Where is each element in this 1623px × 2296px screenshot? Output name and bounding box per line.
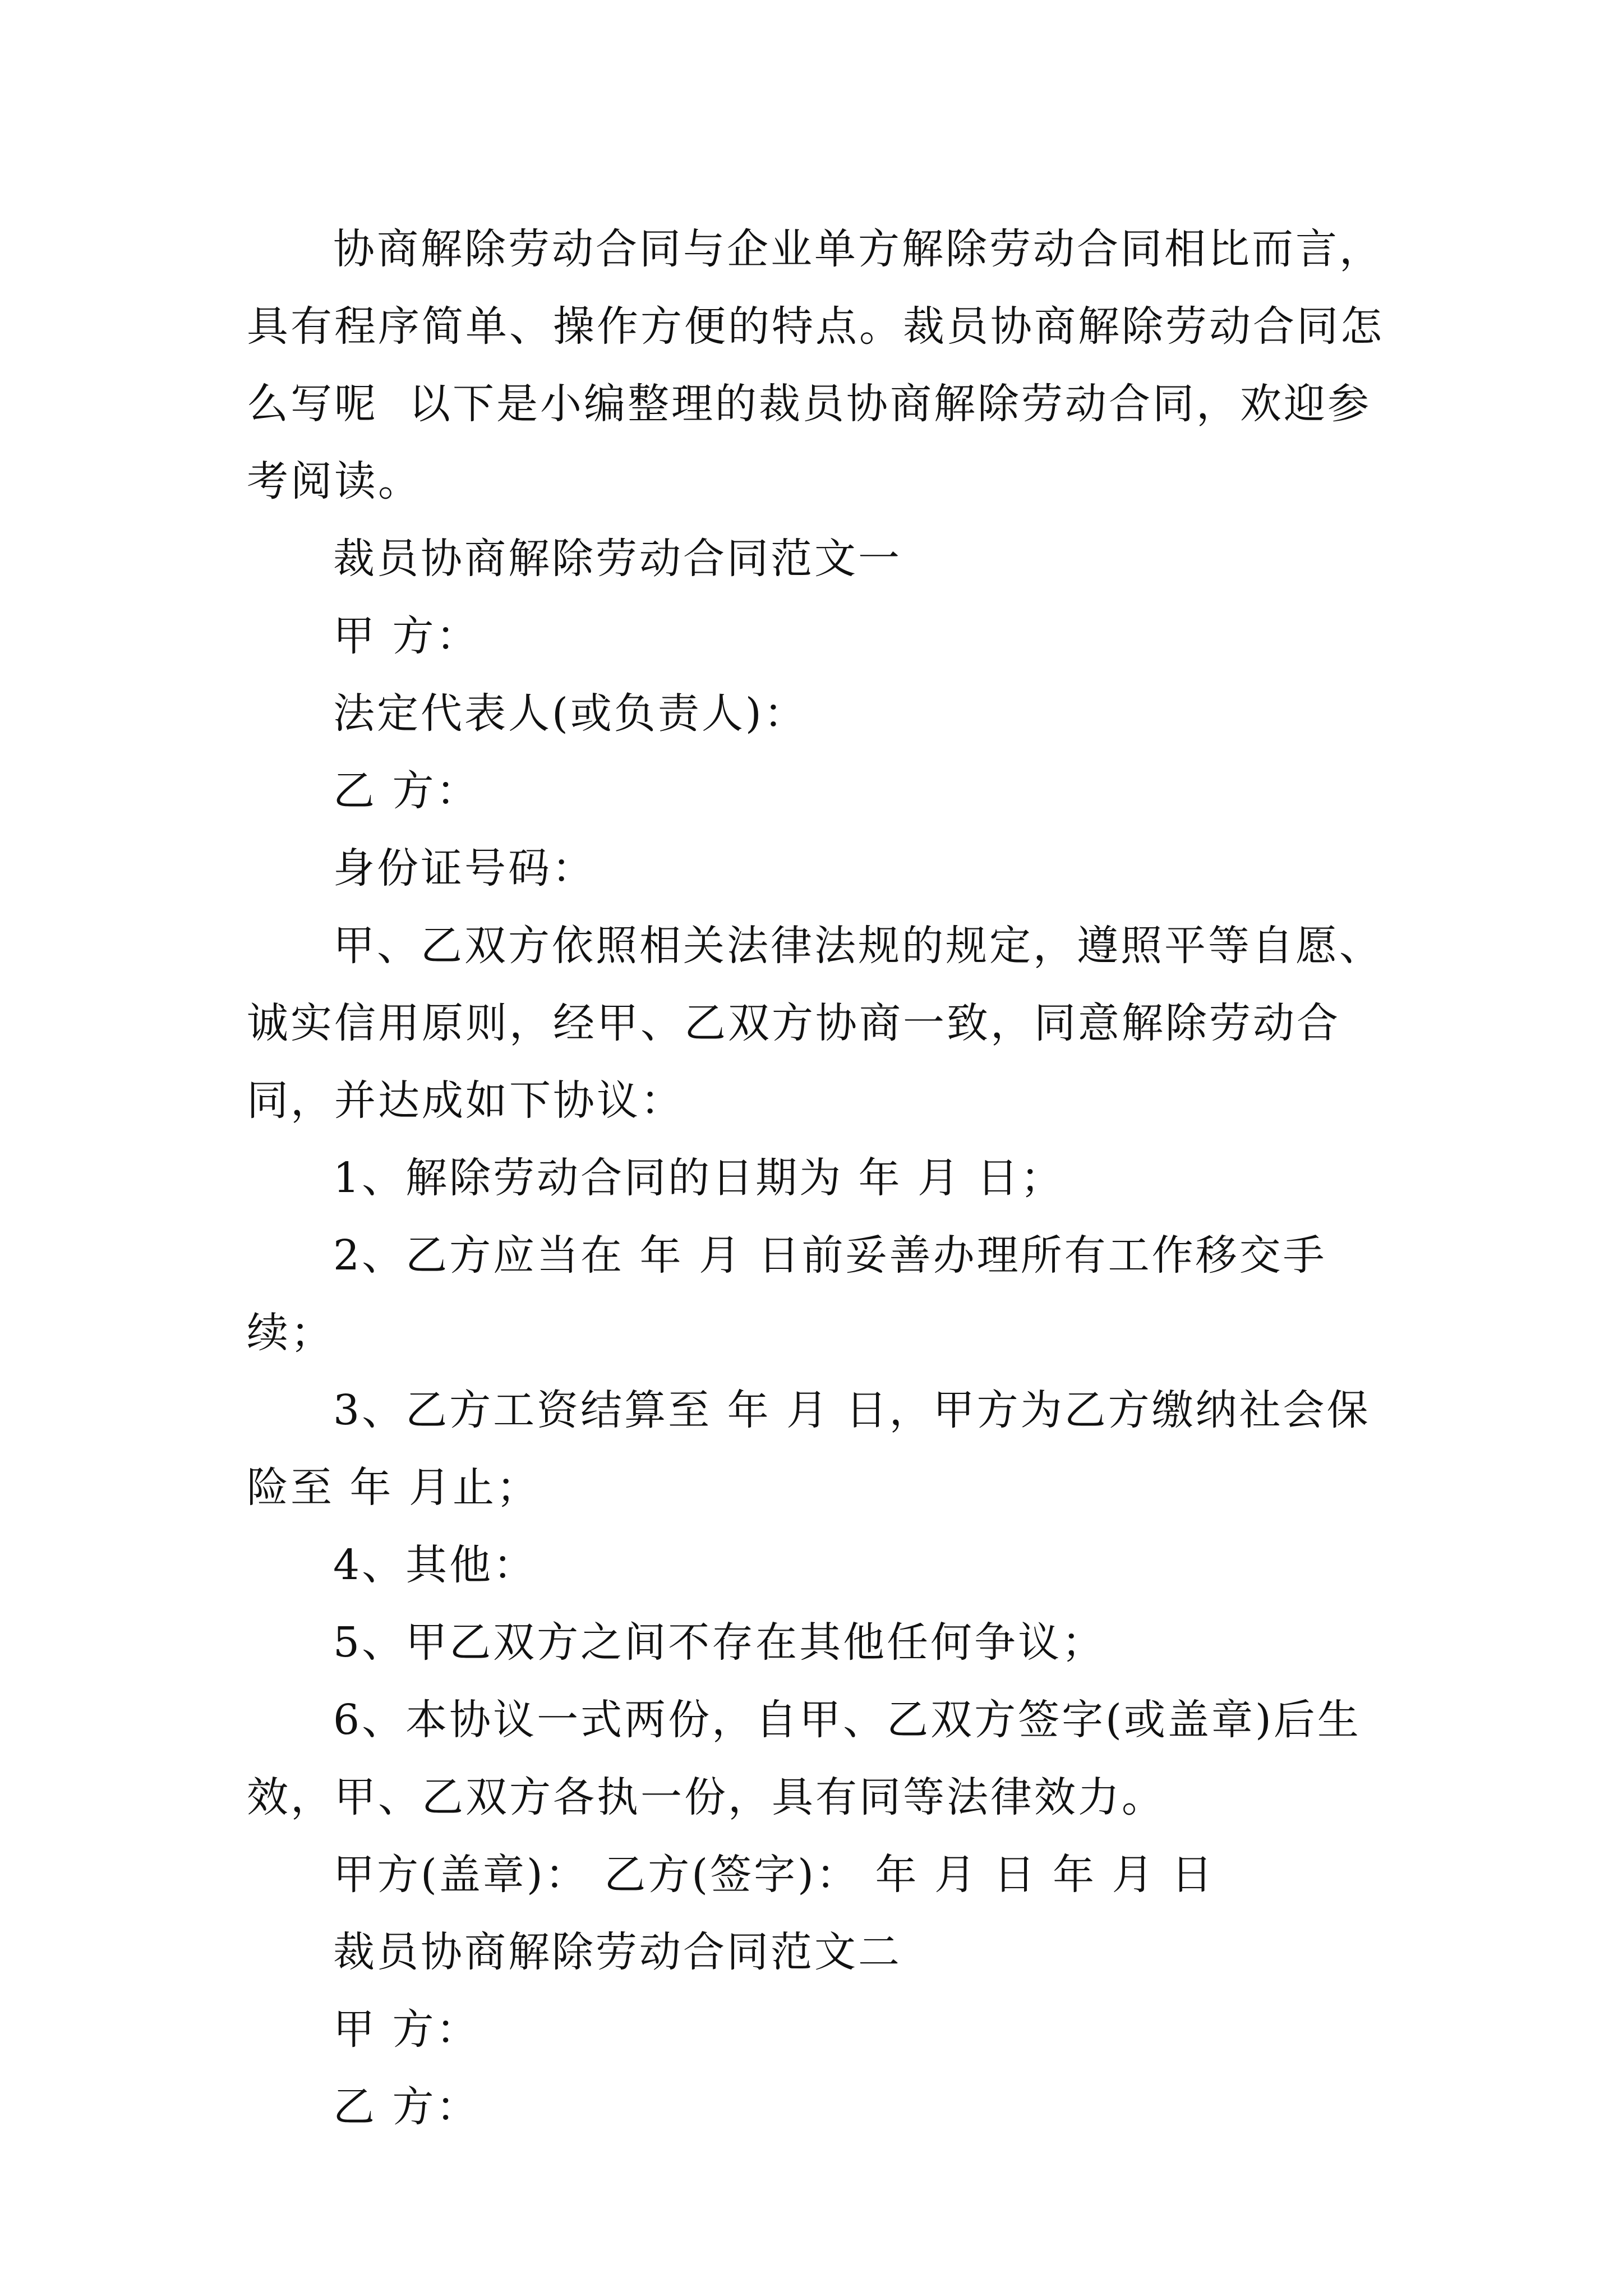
clause-1: 1、解除劳动合同的日期为 年 月 日； [333,1154,1064,1202]
sample-two-heading: 裁员协商解除劳动合同范文二 [333,1928,902,1976]
clause-4: 4、其他： [333,1541,537,1589]
sample-two-party-a-field: 甲 方： [333,2005,480,2054]
sample-two-party-b-field: 乙 方： [333,2083,480,2131]
clause-3: 3、乙方工资结算至 年 月 日，甲方为乙方缴纳社会保险至 年 月止； [247,1386,1371,1512]
clause-6: 6、本协议一式两份，自甲、乙双方签字(或盖章)后生效，甲、乙双方各执一份，具有同等法律效力。 [247,1696,1361,1821]
document-body [247,210,1391,2146]
party-a-field: 甲 方： [333,612,480,660]
party-b-field: 乙 方： [333,767,480,815]
signature-line: 甲方(盖章)： 乙方(签字)： 年 月 日 年 月 日 [333,1851,1215,1899]
intro-paragraph: 协商解除劳动合同与企业单方解除劳动合同相比而言，具有程序简单、操作方便的特点。裁员协商解除劳动合同怎么写呢 以下是小编整理的裁员协商解除劳动合同，欢迎参考阅读。 [247,225,1384,505]
sample-one-heading: 裁员协商解除劳动合同范文一 [333,535,902,583]
clause-5: 5、甲乙双方之间不存在其他任何争议； [333,1618,1106,1667]
clause-2: 2、乙方应当在 年 月 日前妥善办理所有工作移交手续； [247,1231,1327,1357]
id-number-field: 身份证号码： [333,844,596,892]
agreement-preamble: 甲、乙双方依照相关法律法规的规定，遵照平等自愿、诚实信用原则，经甲、乙双方协商一致，同意解除劳动合同，并达成如下协议： [247,922,1383,1125]
legal-representative-field: 法定代表人(或负责人)： [333,689,808,738]
